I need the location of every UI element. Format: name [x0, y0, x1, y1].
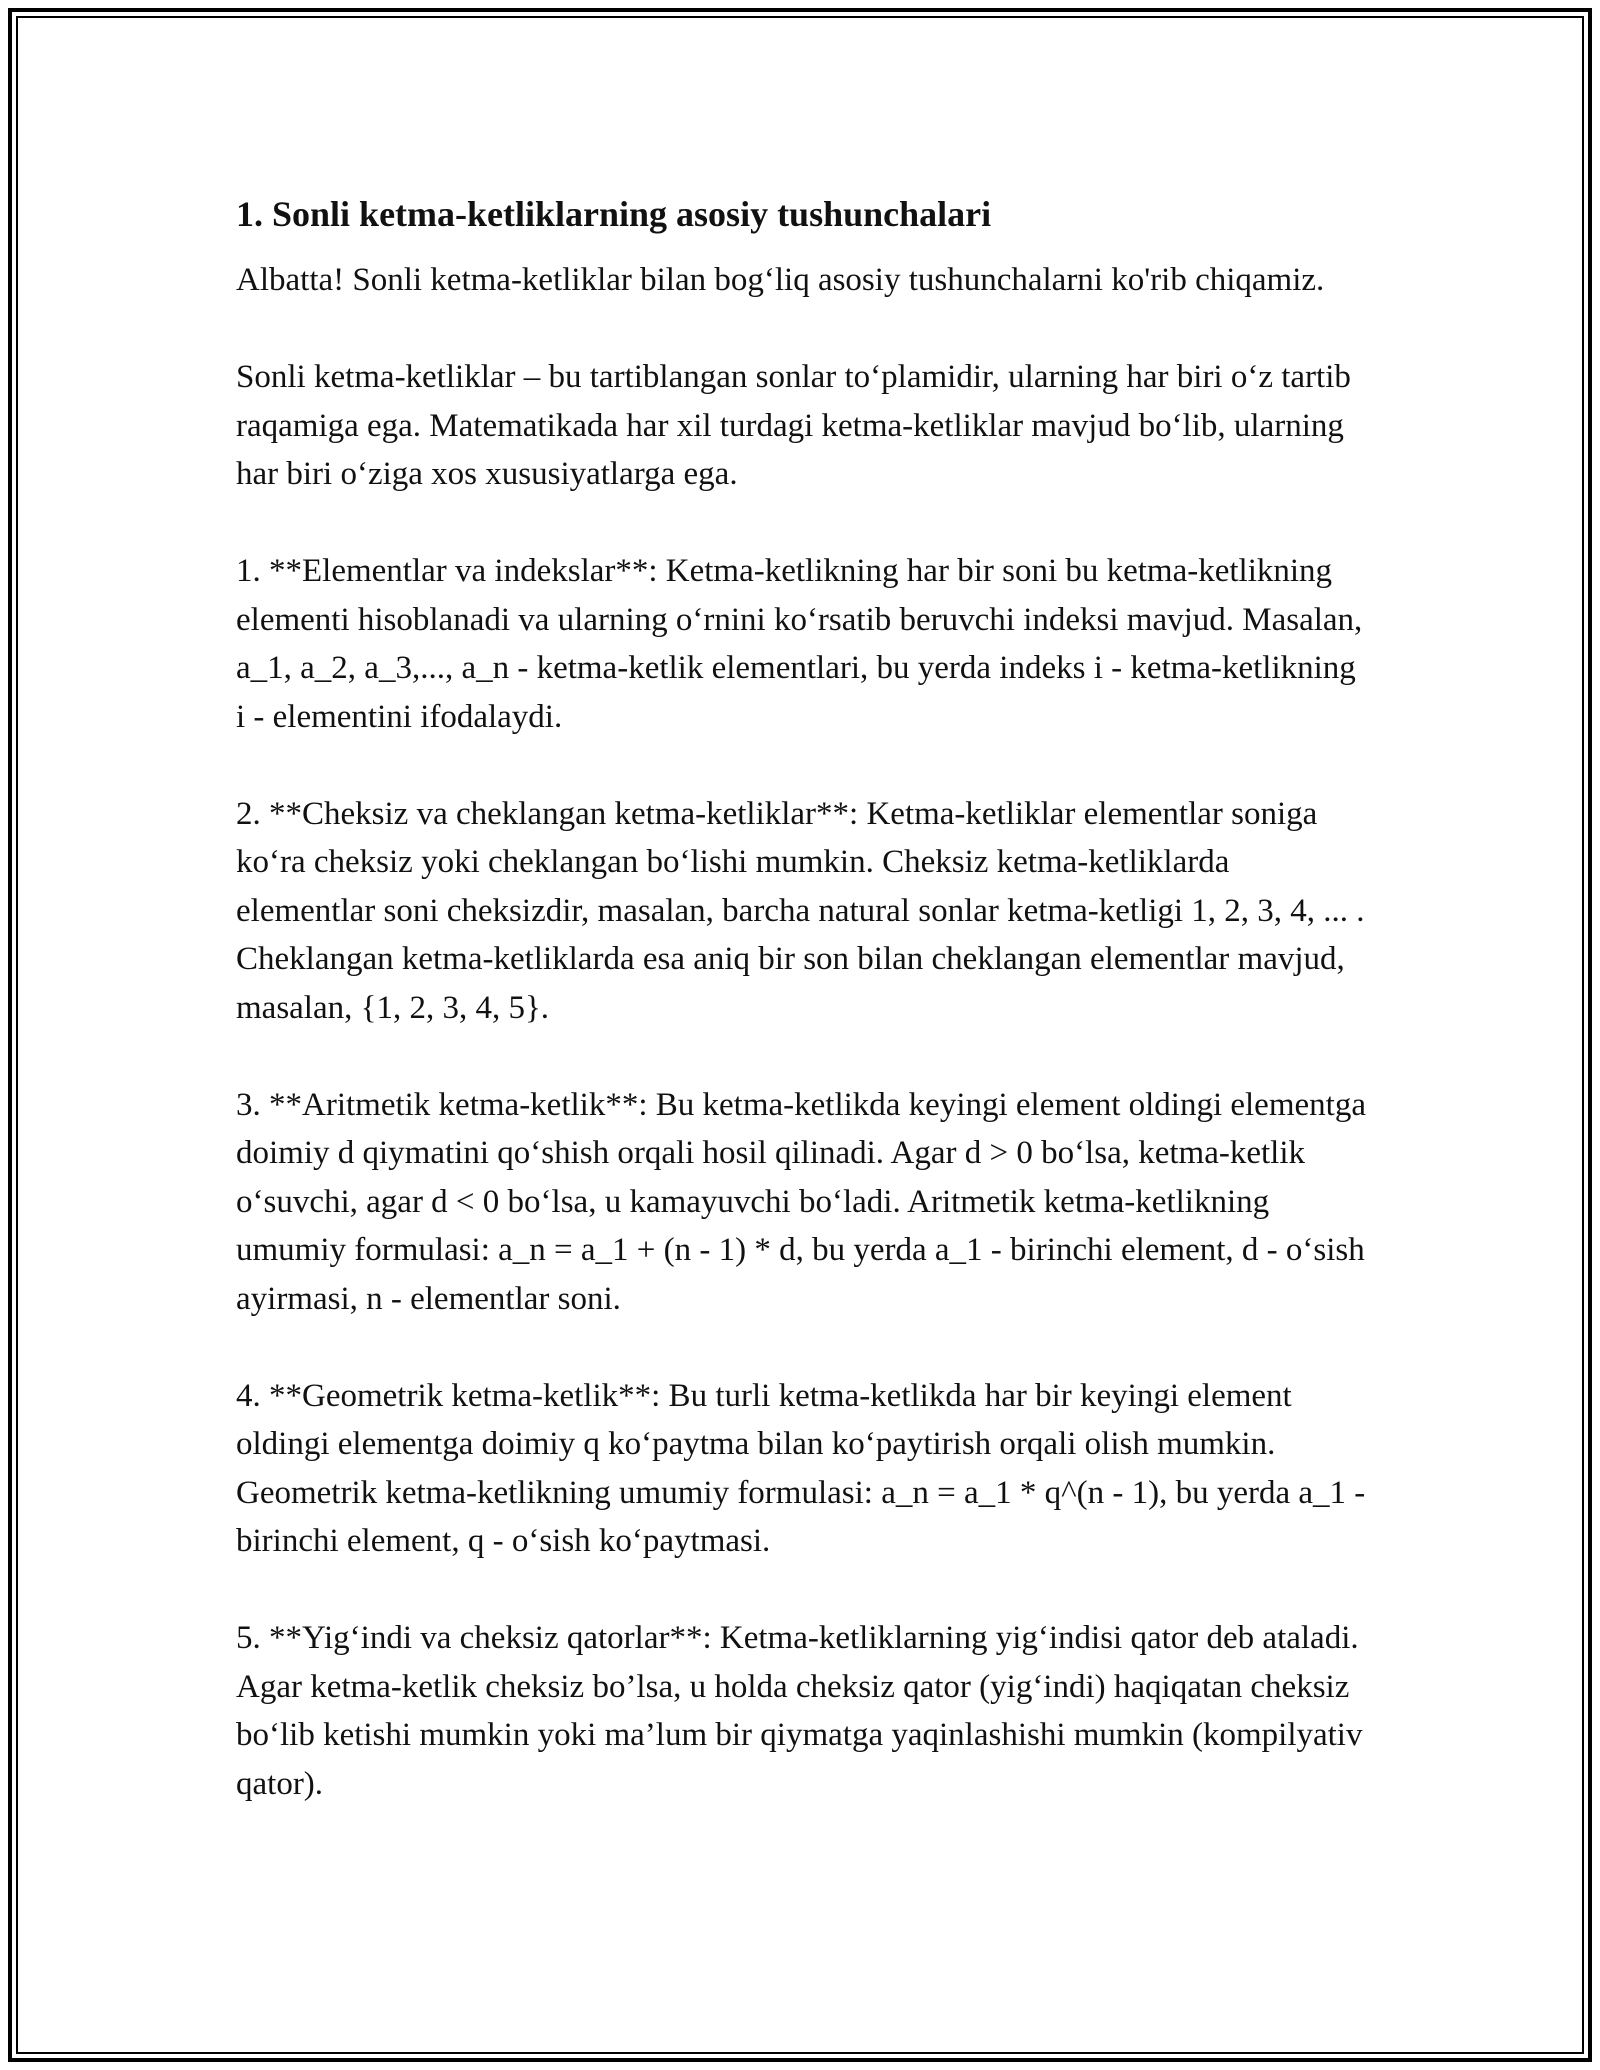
- list-item-elements-indices: 1. **Elementlar va indekslar**: Ketma-ketlikning har bir soni bu ketma-ketlikning elementi hisoblanadi va ularning o‘rnini ko‘rsatib beruvchi indeksi mavjud. Masalan, a_1, a_2, a_3,..., a_n - ketma-ketlik elementlari, bu yerda indeks i - ketma-ketlikning i - elementini ifodalaydi.: [236, 553, 1363, 735]
- page-title: 1. Sonli ketma-ketliklarning asosiy tushunchalari: [236, 194, 992, 234]
- list-item-infinite-finite: 2. **Cheksiz va cheklangan ketma-ketliklar**: Ketma-ketliklar elementlar soniga ko‘ra cheksiz yoki cheklangan bo‘lishi mumkin. Cheksiz ketma-ketliklarda elementlar soni cheksizdir, masalan, barcha natural sonlar ketma-ketligi 1, 2, 3, 4, ... . Cheklangan ketma-ketliklarda esa aniq bir son bilan cheklangan elementlar mavjud, masalan, {1, 2, 3, 4, 5}.: [236, 795, 1365, 1026]
- document-body: [236, 186, 1366, 1857]
- list-item-series: 5. **Yig‘indi va cheksiz qatorlar**: Ketma-ketliklarning yig‘indisi qator deb ataladi. Agar ketma-ketlik cheksiz bo’lsa, u holda cheksiz qator (yig‘indi) haqiqatan cheksiz bo‘lib ketishi mumkin yoki ma’lum bir qiymatga yaqinlashishi mumkin (kompilyativ qator).: [236, 1620, 1363, 1802]
- list-item-arithmetic: 3. **Aritmetik ketma-ketlik**: Bu ketma-ketlikda keyingi element oldingi elementga doimiy d qiymatini qo‘shish orqali hosil qilinadi. Agar d > 0 bo‘lsa, ketma-ketlik o‘suvchi, agar d < 0 bo‘lsa, u kamayuvchi bo‘ladi. Aritmetik ketma-ketlikning umumiy formulasi: a_n = a_1 + (n - 1) * d, bu yerda a_1 - birinchi element, d - o‘sish ayirmasi, n - elementlar soni.: [236, 1086, 1366, 1317]
- intro-paragraph: Albatta! Sonli ketma-ketliklar bilan bog‘liq asosiy tushunchalarni ko'rib chiqamiz.: [236, 262, 1325, 298]
- list-item-geometric: 4. **Geometrik ketma-ketlik**: Bu turli ketma-ketlikda har bir keyingi element oldingi elementga doimiy q ko‘paytma bilan ko‘paytirish orqali olish mumkin. Geometrik ketma-ketlikning umumiy formulasi: a_n = a_1 * q^(n - 1), bu yerda a_1 - birinchi element, q - o‘sish ko‘paytmasi.: [236, 1377, 1366, 1559]
- definition-paragraph: Sonli ketma-ketliklar – bu tartiblangan sonlar to‘plamidir, ularning har biri o‘z tartib raqamiga ega. Matematikada har xil turdagi ketma-ketliklar mavjud bo‘lib, ularning har biri o‘ziga xos xususiyatlarga ega.: [236, 359, 1351, 492]
